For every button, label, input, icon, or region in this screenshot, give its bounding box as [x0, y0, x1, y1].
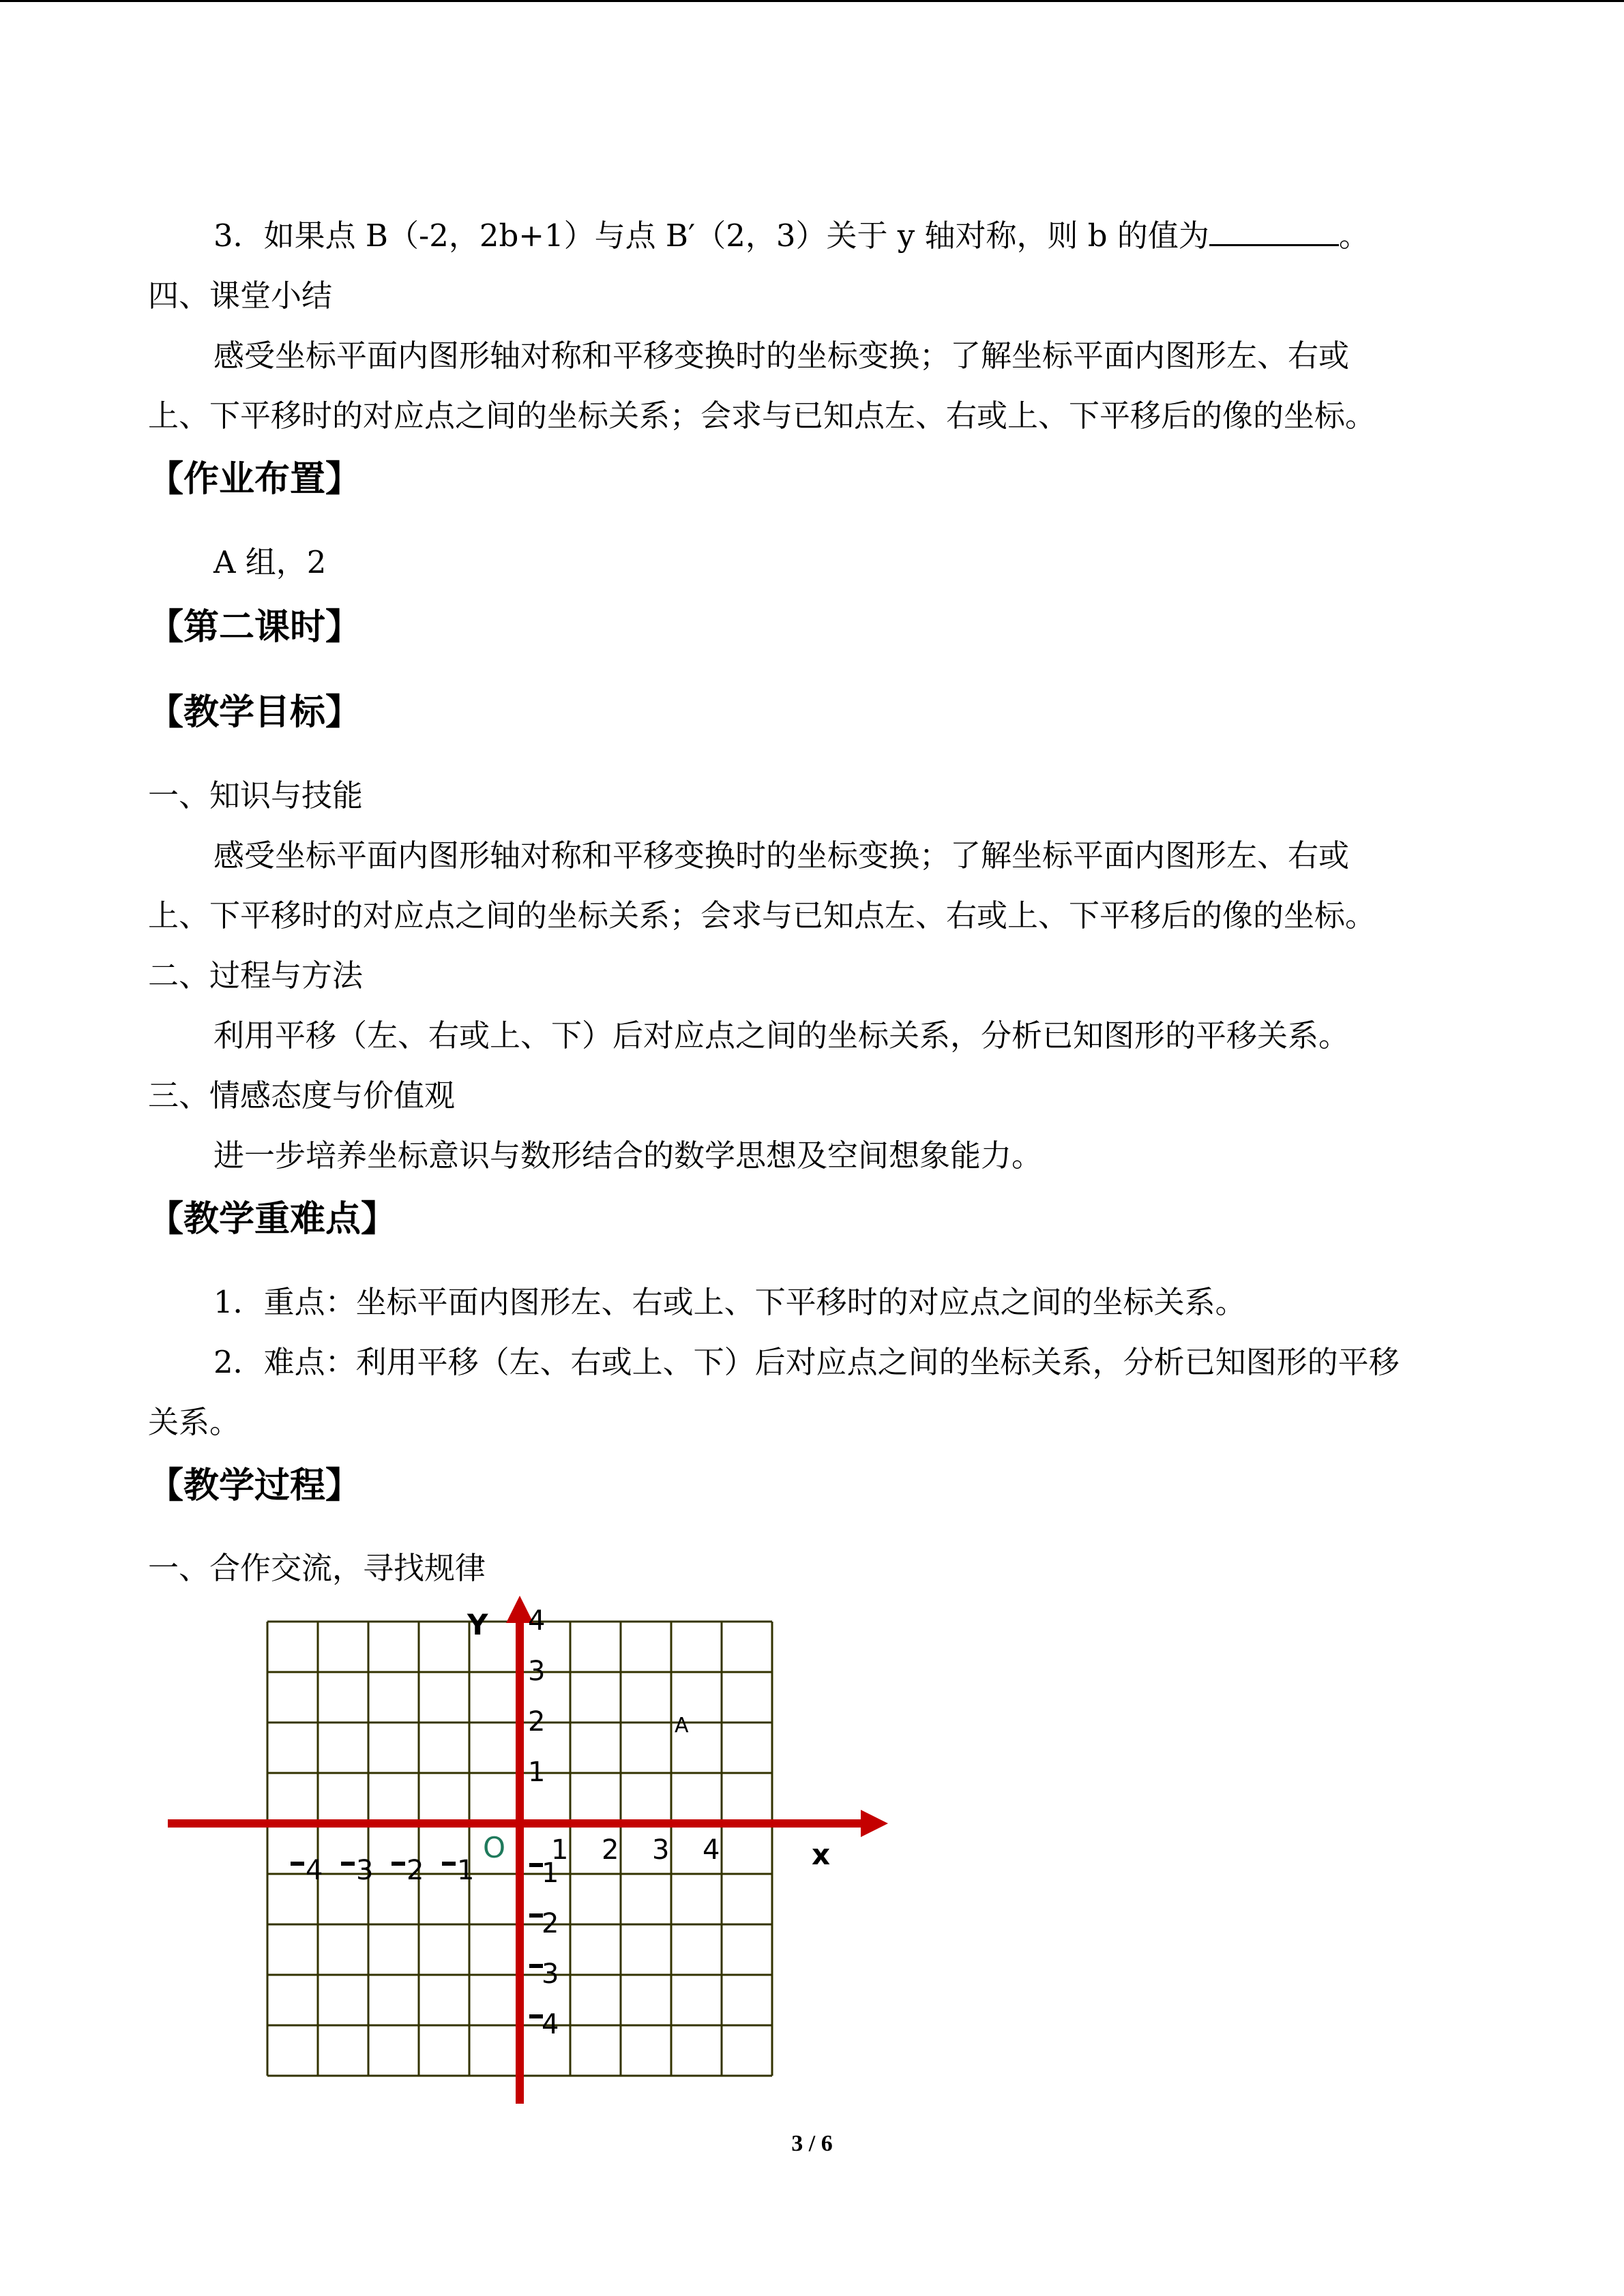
objective-1-line2: 上、下平移时的对应点之间的坐标关系；会求与已知点左、右或上、下平移后的像的坐标。 [148, 897, 1376, 934]
answer-blank [1209, 217, 1339, 246]
x-tick-label: 4 [306, 1855, 323, 1886]
y-tick-label: 4 [542, 2009, 559, 2040]
top-border-line [0, 0, 1624, 2]
point-a-label: A [675, 1714, 689, 1738]
y-tick-label: 1 [542, 1858, 559, 1889]
minus-sign [291, 1862, 304, 1866]
y-tick-label: 3 [528, 1656, 546, 1687]
x-tick-label: 3 [652, 1834, 670, 1866]
process-step-1-title: 一、合作交流，寻找规律 [148, 1550, 486, 1586]
y-tick-label: 3 [542, 1958, 559, 1990]
y-tick-label: 1 [528, 1757, 546, 1788]
process-heading: 【教学过程】 [148, 1465, 361, 1506]
minus-sign [529, 1913, 543, 1918]
keypoints-heading: 【教学重难点】 [148, 1199, 397, 1240]
homework-text: A 组，2 [213, 544, 327, 580]
y-tick-label: 4 [528, 1605, 546, 1637]
y-axis-label: Y [467, 1608, 488, 1641]
minus-sign [442, 1862, 456, 1866]
x-axis-arrow [861, 1810, 888, 1837]
objective-2-line1: 利用平移（左、右或上、下）后对应点之间的坐标关系，分析已知图形的平移关系。 [213, 1017, 1350, 1054]
minus-sign [392, 1862, 405, 1866]
objective-1-title: 一、知识与技能 [148, 777, 364, 814]
key-point-2-line2: 关系。 [148, 1404, 241, 1440]
minus-sign [529, 2014, 543, 2018]
minus-sign [529, 1964, 543, 1968]
page-number: 3 / 6 [791, 2131, 833, 2156]
question-3-suffix: 。 [1338, 218, 1370, 254]
question-3 [213, 215, 1370, 256]
x-tick-label: 2 [407, 1855, 424, 1886]
objective-3-line1: 进一步培养坐标意识与数形结合的数学思想及空间想象能力。 [213, 1137, 1043, 1174]
question-3-text: 3．如果点 B（-2，2b+1）与点 B′（2，3）关于 y 轴对称，则 b 的值为 [213, 218, 1209, 254]
minus-sign [341, 1862, 355, 1866]
x-tick-label: 3 [356, 1855, 374, 1886]
key-point-1: 1．重点：坐标平面内图形左、右或上、下平移时的对应点之间的坐标关系。 [213, 1284, 1246, 1320]
y-tick-label: 2 [542, 1908, 559, 1939]
x-tick-label: 4 [703, 1834, 720, 1866]
key-point-2-line1: 2．难点：利用平移（左、右或上、下）后对应点之间的坐标关系，分析已知图形的平移 [213, 1344, 1400, 1380]
objective-3-title: 三、情感态度与价值观 [148, 1077, 456, 1114]
summary-paragraph-line1: 感受坐标平面内图形轴对称和平移变换时的坐标变换；了解坐标平面内图形左、右或 [213, 338, 1350, 374]
minus-sign [529, 1863, 543, 1867]
coordinate-grid-figure [157, 1596, 900, 2107]
y-tick-label: 2 [528, 1706, 546, 1738]
x-tick-label: 1 [551, 1834, 569, 1866]
objectives-heading: 【教学目标】 [148, 692, 361, 733]
origin-label: O [483, 1831, 506, 1864]
x-axis-label: x [812, 1838, 831, 1871]
x-tick-label: 1 [457, 1855, 475, 1886]
summary-title: 四、课堂小结 [148, 278, 333, 314]
second-lesson-heading: 【第二课时】 [148, 607, 361, 648]
x-tick-label: 2 [602, 1834, 619, 1866]
homework-heading: 【作业布置】 [148, 459, 361, 500]
summary-paragraph-line2: 上、下平移时的对应点之间的坐标关系；会求与已知点左、右或上、下平移后的像的坐标。 [148, 398, 1376, 434]
objective-2-title: 二、过程与方法 [148, 957, 364, 994]
objective-1-line1: 感受坐标平面内图形轴对称和平移变换时的坐标变换；了解坐标平面内图形左、右或 [213, 837, 1350, 874]
